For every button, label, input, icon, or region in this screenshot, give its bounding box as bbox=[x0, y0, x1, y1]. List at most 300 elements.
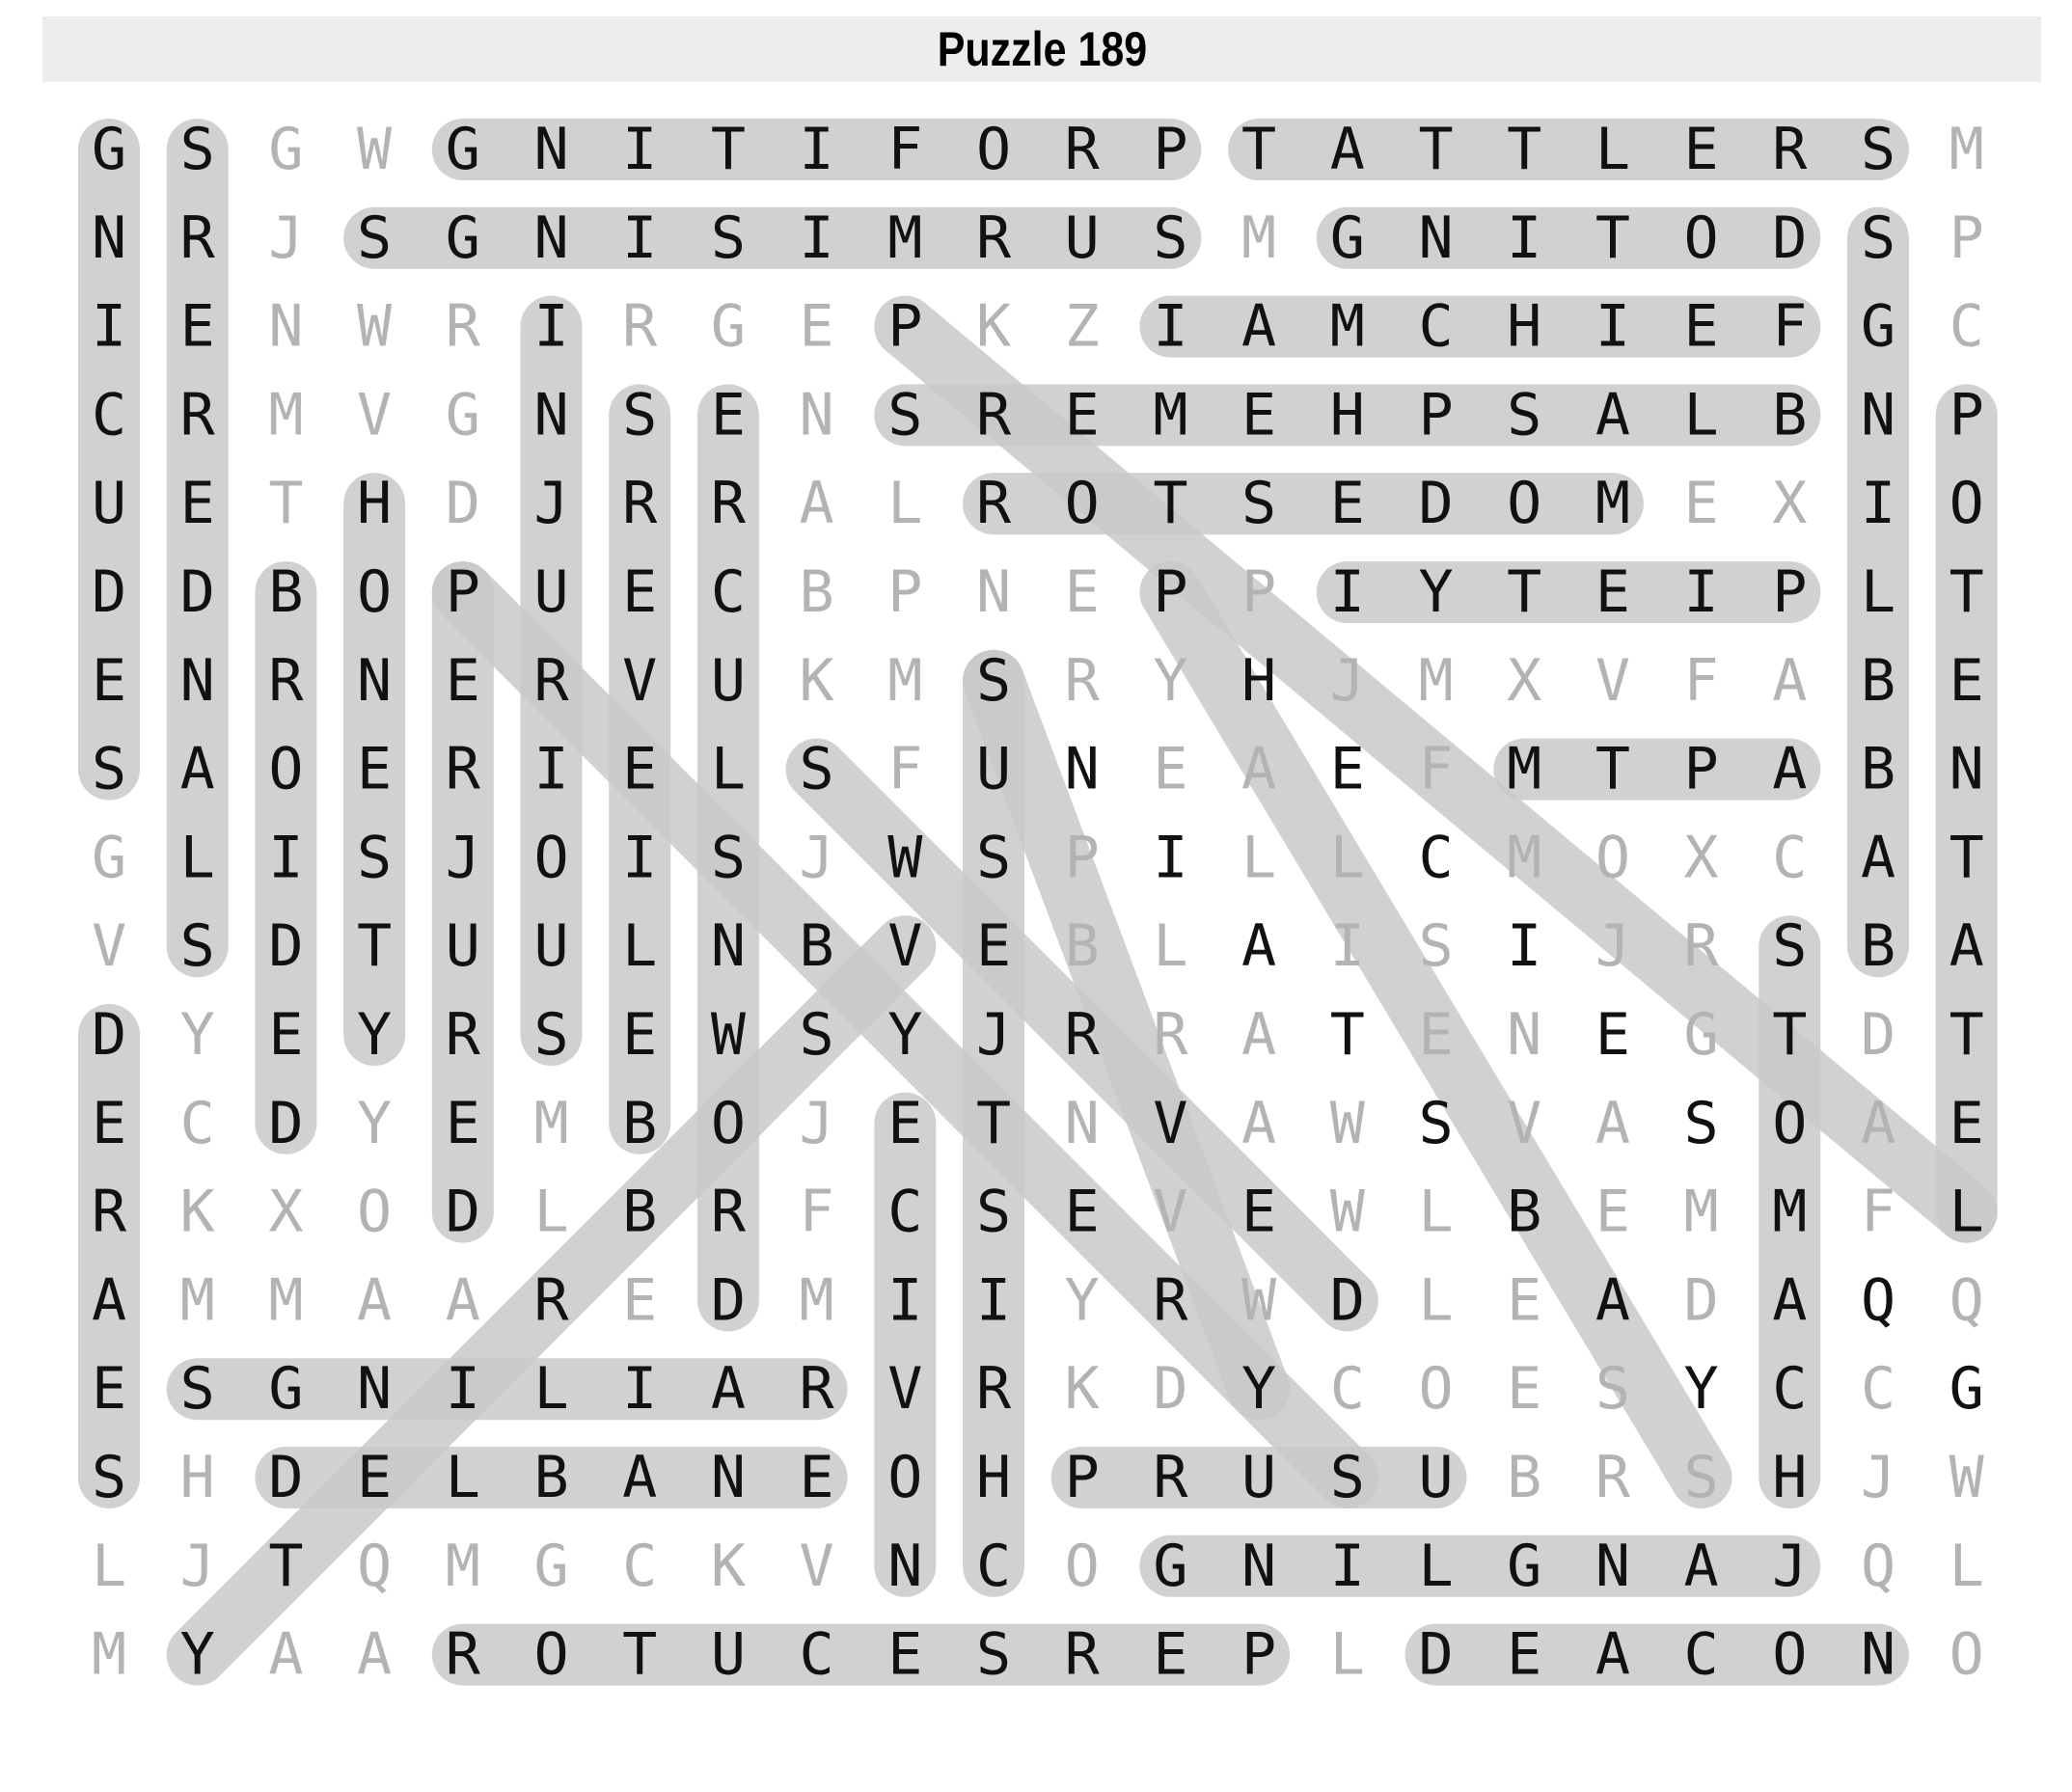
grid-letter[interactable]: N bbox=[1860, 1620, 1896, 1689]
grid-letter[interactable]: E bbox=[1683, 470, 1719, 538]
grid-letter[interactable]: S bbox=[533, 1001, 569, 1069]
grid-letter[interactable]: D bbox=[710, 1266, 746, 1335]
grid-letter[interactable]: R bbox=[533, 1266, 569, 1335]
grid-letter[interactable]: T bbox=[1241, 116, 1277, 183]
grid-letter[interactable]: G bbox=[1329, 204, 1365, 272]
grid-letter[interactable]: E bbox=[1329, 735, 1365, 803]
grid-letter[interactable]: O bbox=[1683, 204, 1719, 272]
grid-letter[interactable]: C bbox=[1772, 824, 1808, 892]
grid-letter[interactable]: R bbox=[710, 470, 746, 538]
grid-letter[interactable]: Q bbox=[357, 1532, 393, 1600]
grid-letter[interactable]: R bbox=[1153, 1266, 1188, 1335]
grid-letter[interactable]: U bbox=[975, 735, 1012, 803]
grid-letter[interactable]: N bbox=[1949, 735, 1984, 803]
grid-letter[interactable]: V bbox=[1153, 1178, 1188, 1246]
grid-letter[interactable]: B bbox=[799, 558, 834, 626]
grid-letter[interactable]: J bbox=[1860, 1444, 1896, 1511]
grid-letter[interactable]: M bbox=[1507, 735, 1542, 803]
grid-letter[interactable]: W bbox=[1241, 1266, 1277, 1335]
grid-letter[interactable]: L bbox=[1153, 912, 1188, 981]
grid-letter[interactable]: M bbox=[268, 381, 304, 449]
grid-letter[interactable]: L bbox=[1241, 824, 1277, 892]
grid-letter[interactable]: A bbox=[799, 470, 834, 538]
grid-letter[interactable]: A bbox=[1772, 1266, 1808, 1335]
grid-letter[interactable]: R bbox=[975, 470, 1012, 538]
grid-letter[interactable]: I bbox=[91, 292, 127, 361]
grid-letter[interactable]: K bbox=[799, 646, 834, 715]
grid-letter[interactable]: G bbox=[445, 116, 480, 183]
grid-letter[interactable]: A bbox=[1772, 735, 1808, 803]
grid-letter[interactable]: N bbox=[887, 1532, 923, 1600]
grid-letter[interactable]: D bbox=[445, 470, 480, 538]
grid-letter[interactable]: W bbox=[1329, 1178, 1365, 1246]
grid-letter[interactable]: G bbox=[710, 292, 746, 361]
grid-letter[interactable]: X bbox=[1683, 824, 1719, 892]
grid-letter[interactable]: I bbox=[1860, 470, 1896, 538]
grid-letter[interactable]: U bbox=[533, 558, 569, 626]
grid-letter[interactable]: A bbox=[357, 1266, 393, 1335]
grid-letter[interactable]: S bbox=[1329, 1444, 1365, 1511]
grid-letter[interactable]: F bbox=[1772, 292, 1808, 361]
grid-letter[interactable]: L bbox=[710, 735, 746, 803]
grid-letter[interactable]: Y bbox=[357, 1089, 393, 1157]
grid-letter[interactable]: L bbox=[1329, 824, 1365, 892]
grid-letter[interactable]: N bbox=[1507, 1001, 1542, 1069]
grid-letter[interactable]: P bbox=[1949, 381, 1984, 449]
grid-letter[interactable]: I bbox=[1329, 1532, 1365, 1600]
grid-letter[interactable]: L bbox=[622, 912, 658, 981]
grid-letter[interactable]: T bbox=[1418, 116, 1454, 183]
grid-letter[interactable]: E bbox=[799, 1444, 834, 1511]
grid-letter[interactable]: R bbox=[1064, 646, 1100, 715]
grid-letter[interactable]: A bbox=[445, 1266, 480, 1335]
grid-letter[interactable]: P bbox=[1683, 735, 1719, 803]
grid-letter[interactable]: T bbox=[1329, 1001, 1365, 1069]
grid-letter[interactable]: I bbox=[1507, 204, 1542, 272]
grid-letter[interactable]: L bbox=[1418, 1532, 1454, 1600]
grid-letter[interactable]: J bbox=[1595, 912, 1630, 981]
grid-letter[interactable]: Y bbox=[1418, 558, 1454, 626]
grid-letter[interactable]: O bbox=[1064, 470, 1100, 538]
grid-letter[interactable]: J bbox=[1772, 1532, 1808, 1600]
grid-letter[interactable]: M bbox=[1418, 646, 1454, 715]
grid-letter[interactable]: G bbox=[445, 381, 480, 449]
grid-letter[interactable]: I bbox=[622, 116, 658, 183]
grid-letter[interactable]: A bbox=[179, 735, 215, 803]
grid-letter[interactable]: S bbox=[1772, 912, 1808, 981]
grid-letter[interactable]: D bbox=[1772, 204, 1808, 272]
grid-letter[interactable]: L bbox=[887, 470, 923, 538]
grid-letter[interactable]: F bbox=[887, 735, 923, 803]
grid-letter[interactable]: L bbox=[1949, 1532, 1984, 1600]
grid-letter[interactable]: A bbox=[1683, 1532, 1719, 1600]
grid-letter[interactable]: R bbox=[1064, 1620, 1100, 1689]
grid-letter[interactable]: A bbox=[1595, 1620, 1630, 1689]
grid-letter[interactable]: N bbox=[710, 912, 746, 981]
grid-letter[interactable]: W bbox=[357, 116, 393, 183]
grid-letter[interactable]: D bbox=[1329, 1266, 1365, 1335]
grid-letter[interactable]: I bbox=[268, 824, 304, 892]
grid-letter[interactable]: K bbox=[179, 1178, 215, 1246]
grid-letter[interactable]: A bbox=[1595, 381, 1630, 449]
grid-letter[interactable]: R bbox=[975, 204, 1012, 272]
grid-letter[interactable]: F bbox=[1860, 1178, 1896, 1246]
grid-letter[interactable]: Y bbox=[1153, 646, 1188, 715]
grid-letter[interactable]: T bbox=[1507, 116, 1542, 183]
grid-letter[interactable]: L bbox=[179, 824, 215, 892]
grid-letter[interactable]: C bbox=[975, 1532, 1012, 1600]
grid-letter[interactable]: U bbox=[710, 1620, 746, 1689]
grid-letter[interactable]: B bbox=[1507, 1444, 1542, 1511]
grid-letter[interactable]: Y bbox=[1683, 1355, 1719, 1424]
grid-letter[interactable]: C bbox=[622, 1532, 658, 1600]
grid-letter[interactable]: S bbox=[1683, 1089, 1719, 1157]
grid-letter[interactable]: Q bbox=[1949, 1266, 1984, 1335]
grid-letter[interactable]: D bbox=[91, 1001, 127, 1069]
grid-letter[interactable]: E bbox=[445, 646, 480, 715]
grid-letter[interactable]: M bbox=[1772, 1178, 1808, 1246]
grid-letter[interactable]: L bbox=[1329, 1620, 1365, 1689]
grid-letter[interactable]: N bbox=[1595, 1532, 1630, 1600]
grid-letter[interactable]: I bbox=[622, 1355, 658, 1424]
grid-letter[interactable]: E bbox=[1241, 381, 1277, 449]
grid-letter[interactable]: S bbox=[975, 1620, 1012, 1689]
grid-letter[interactable]: E bbox=[1595, 1178, 1630, 1246]
grid-letter[interactable]: M bbox=[799, 1266, 834, 1335]
grid-letter[interactable]: X bbox=[268, 1178, 304, 1246]
grid-letter[interactable]: V bbox=[622, 646, 658, 715]
grid-letter[interactable]: C bbox=[710, 558, 746, 626]
grid-letter[interactable]: P bbox=[887, 558, 923, 626]
grid-letter[interactable]: I bbox=[533, 292, 569, 361]
grid-letter[interactable]: M bbox=[1153, 381, 1188, 449]
grid-letter[interactable]: O bbox=[1064, 1532, 1100, 1600]
grid-letter[interactable]: D bbox=[1683, 1266, 1719, 1335]
grid-letter[interactable]: F bbox=[1683, 646, 1719, 715]
grid-letter[interactable]: V bbox=[1595, 646, 1630, 715]
grid-letter[interactable]: A bbox=[1241, 1001, 1277, 1069]
grid-letter[interactable]: A bbox=[1241, 735, 1277, 803]
grid-letter[interactable]: E bbox=[622, 558, 658, 626]
grid-letter[interactable]: I bbox=[1507, 912, 1542, 981]
grid-letter[interactable]: I bbox=[445, 1355, 480, 1424]
grid-letter[interactable]: R bbox=[1064, 1001, 1100, 1069]
grid-letter[interactable]: E bbox=[799, 292, 834, 361]
grid-letter[interactable]: P bbox=[1153, 558, 1188, 626]
grid-letter[interactable]: I bbox=[975, 1266, 1012, 1335]
grid-letter[interactable]: A bbox=[1241, 1089, 1277, 1157]
grid-letter[interactable]: R bbox=[268, 646, 304, 715]
grid-letter[interactable]: S bbox=[1507, 381, 1542, 449]
grid-letter[interactable]: R bbox=[1153, 1444, 1188, 1511]
grid-letter[interactable]: W bbox=[1329, 1089, 1365, 1157]
grid-letter[interactable]: D bbox=[445, 1178, 480, 1246]
grid-letter[interactable]: B bbox=[1507, 1178, 1542, 1246]
grid-letter[interactable]: G bbox=[268, 116, 304, 183]
grid-letter[interactable]: M bbox=[1683, 1178, 1719, 1246]
grid-letter[interactable]: D bbox=[268, 1444, 304, 1511]
grid-letter[interactable]: E bbox=[1595, 1001, 1630, 1069]
grid-letter[interactable]: R bbox=[445, 292, 480, 361]
grid-letter[interactable]: A bbox=[1241, 912, 1277, 981]
grid-letter[interactable]: S bbox=[179, 1355, 215, 1424]
grid-letter[interactable]: I bbox=[799, 204, 834, 272]
grid-letter[interactable]: J bbox=[975, 1001, 1012, 1069]
grid-letter[interactable]: R bbox=[1153, 1001, 1188, 1069]
grid-letter[interactable]: D bbox=[268, 1089, 304, 1157]
grid-letter[interactable]: Y bbox=[1241, 1355, 1277, 1424]
grid-letter[interactable]: N bbox=[533, 381, 569, 449]
grid-letter[interactable]: E bbox=[1064, 558, 1100, 626]
grid-letter[interactable]: O bbox=[1772, 1620, 1808, 1689]
grid-letter[interactable]: R bbox=[445, 1620, 480, 1689]
grid-letter[interactable]: L bbox=[1949, 1178, 1984, 1246]
grid-letter[interactable]: S bbox=[357, 204, 393, 272]
grid-letter[interactable]: S bbox=[710, 824, 746, 892]
grid-letter[interactable]: D bbox=[1153, 1355, 1188, 1424]
grid-letter[interactable]: C bbox=[799, 1620, 834, 1689]
grid-letter[interactable]: N bbox=[357, 1355, 393, 1424]
grid-letter[interactable]: S bbox=[975, 646, 1012, 715]
grid-letter[interactable]: E bbox=[179, 292, 215, 361]
grid-letter[interactable]: U bbox=[91, 470, 127, 538]
grid-letter[interactable]: A bbox=[1772, 646, 1808, 715]
grid-letter[interactable]: W bbox=[1949, 1444, 1984, 1511]
grid-letter[interactable]: I bbox=[799, 116, 834, 183]
grid-letter[interactable]: F bbox=[887, 116, 923, 183]
grid-letter[interactable]: M bbox=[1241, 204, 1277, 272]
grid-letter[interactable]: H bbox=[1241, 646, 1277, 715]
grid-letter[interactable]: A bbox=[1241, 292, 1277, 361]
grid-letter[interactable]: D bbox=[1418, 470, 1454, 538]
grid-letter[interactable]: T bbox=[1949, 824, 1984, 892]
grid-letter[interactable]: U bbox=[1241, 1444, 1277, 1511]
grid-letter[interactable]: G bbox=[1949, 1355, 1984, 1424]
grid-letter[interactable]: E bbox=[887, 1620, 923, 1689]
grid-letter[interactable]: T bbox=[268, 470, 304, 538]
grid-letter[interactable]: C bbox=[887, 1178, 923, 1246]
grid-letter[interactable]: U bbox=[533, 912, 569, 981]
grid-letter[interactable]: T bbox=[357, 912, 393, 981]
grid-letter[interactable]: S bbox=[1683, 1444, 1719, 1511]
grid-letter[interactable]: A bbox=[1595, 1089, 1630, 1157]
grid-letter[interactable]: P bbox=[1241, 558, 1277, 626]
grid-letter[interactable]: C bbox=[1772, 1355, 1808, 1424]
grid-letter[interactable]: G bbox=[91, 116, 127, 183]
grid-letter[interactable]: T bbox=[1949, 1001, 1984, 1069]
grid-letter[interactable]: X bbox=[1772, 470, 1808, 538]
grid-letter[interactable]: F bbox=[799, 1178, 834, 1246]
grid-letter[interactable]: C bbox=[1949, 292, 1984, 361]
grid-letter[interactable]: P bbox=[887, 292, 923, 361]
grid-letter[interactable]: R bbox=[975, 381, 1012, 449]
grid-letter[interactable]: T bbox=[1507, 558, 1542, 626]
grid-letter[interactable]: L bbox=[1595, 116, 1630, 183]
grid-letter[interactable]: E bbox=[1241, 1178, 1277, 1246]
grid-letter[interactable]: A bbox=[268, 1620, 304, 1689]
grid-letter[interactable]: E bbox=[1507, 1266, 1542, 1335]
grid-letter[interactable]: O bbox=[1418, 1355, 1454, 1424]
grid-letter[interactable]: E bbox=[357, 735, 393, 803]
grid-letter[interactable]: E bbox=[91, 1089, 127, 1157]
grid-letter[interactable]: H bbox=[975, 1444, 1012, 1511]
grid-letter[interactable]: E bbox=[710, 381, 746, 449]
grid-letter[interactable]: L bbox=[445, 1444, 480, 1511]
grid-letter[interactable]: L bbox=[1418, 1266, 1454, 1335]
grid-letter[interactable]: O bbox=[710, 1089, 746, 1157]
grid-letter[interactable]: B bbox=[1064, 912, 1100, 981]
grid-letter[interactable]: T bbox=[268, 1532, 304, 1600]
grid-letter[interactable]: E bbox=[268, 1001, 304, 1069]
grid-letter[interactable]: A bbox=[91, 1266, 127, 1335]
grid-letter[interactable]: L bbox=[533, 1355, 569, 1424]
grid-letter[interactable]: P bbox=[1949, 204, 1984, 272]
grid-letter[interactable]: H bbox=[179, 1444, 215, 1511]
grid-letter[interactable]: S bbox=[975, 824, 1012, 892]
grid-letter[interactable]: V bbox=[887, 912, 923, 981]
grid-letter[interactable]: V bbox=[799, 1532, 834, 1600]
grid-letter[interactable]: M bbox=[1507, 824, 1542, 892]
grid-letter[interactable]: J bbox=[799, 1089, 834, 1157]
grid-letter[interactable]: M bbox=[445, 1532, 480, 1600]
grid-letter[interactable]: I bbox=[1153, 824, 1188, 892]
grid-letter[interactable]: J bbox=[1329, 646, 1365, 715]
grid-letter[interactable]: T bbox=[1949, 558, 1984, 626]
grid-letter[interactable]: A bbox=[622, 1444, 658, 1511]
grid-letter[interactable]: P bbox=[1772, 558, 1808, 626]
grid-letter[interactable]: N bbox=[799, 381, 834, 449]
grid-letter[interactable]: V bbox=[1507, 1089, 1542, 1157]
grid-letter[interactable]: A bbox=[710, 1355, 746, 1424]
grid-letter[interactable]: E bbox=[1153, 1620, 1188, 1689]
grid-letter[interactable]: D bbox=[1860, 1001, 1896, 1069]
grid-letter[interactable]: S bbox=[975, 1178, 1012, 1246]
grid-letter[interactable]: W bbox=[887, 824, 923, 892]
grid-letter[interactable]: O bbox=[1595, 824, 1630, 892]
grid-letter[interactable]: G bbox=[1683, 1001, 1719, 1069]
grid-letter[interactable]: P bbox=[1064, 1444, 1100, 1511]
grid-letter[interactable]: R bbox=[622, 470, 658, 538]
grid-letter[interactable]: R bbox=[975, 1355, 1012, 1424]
grid-letter[interactable]: E bbox=[1949, 646, 1984, 715]
grid-letter[interactable]: E bbox=[1064, 1178, 1100, 1246]
grid-letter[interactable]: J bbox=[799, 824, 834, 892]
grid-letter[interactable]: S bbox=[799, 1001, 834, 1069]
grid-letter[interactable]: C bbox=[91, 381, 127, 449]
grid-letter[interactable]: G bbox=[1153, 1532, 1188, 1600]
grid-letter[interactable]: G bbox=[445, 204, 480, 272]
grid-letter[interactable]: O bbox=[357, 1178, 393, 1246]
grid-letter[interactable]: R bbox=[1595, 1444, 1630, 1511]
grid-letter[interactable]: J bbox=[179, 1532, 215, 1600]
grid-letter[interactable]: L bbox=[1683, 381, 1719, 449]
grid-letter[interactable]: B bbox=[533, 1444, 569, 1511]
grid-letter[interactable]: E bbox=[1153, 735, 1188, 803]
grid-letter[interactable]: A bbox=[357, 1620, 393, 1689]
grid-letter[interactable]: R bbox=[1064, 116, 1100, 183]
grid-letter[interactable]: N bbox=[357, 646, 393, 715]
grid-letter[interactable]: B bbox=[1860, 646, 1896, 715]
grid-letter[interactable]: A bbox=[1329, 116, 1365, 183]
grid-letter[interactable]: S bbox=[710, 204, 746, 272]
grid-letter[interactable]: O bbox=[1772, 1089, 1808, 1157]
grid-letter[interactable]: P bbox=[1153, 116, 1188, 183]
grid-letter[interactable]: S bbox=[179, 116, 215, 183]
grid-letter[interactable]: U bbox=[1064, 204, 1100, 272]
grid-letter[interactable]: L bbox=[91, 1532, 127, 1600]
grid-letter[interactable]: Y bbox=[179, 1620, 215, 1689]
grid-letter[interactable]: O bbox=[268, 735, 304, 803]
grid-letter[interactable]: O bbox=[533, 1620, 569, 1689]
grid-letter[interactable]: J bbox=[533, 470, 569, 538]
grid-letter[interactable]: I bbox=[1153, 292, 1188, 361]
grid-letter[interactable]: I bbox=[622, 204, 658, 272]
grid-letter[interactable]: B bbox=[622, 1089, 658, 1157]
grid-letter[interactable]: M bbox=[1949, 116, 1984, 183]
grid-letter[interactable]: N bbox=[1860, 381, 1896, 449]
grid-letter[interactable]: I bbox=[1595, 292, 1630, 361]
grid-letter[interactable]: E bbox=[91, 1355, 127, 1424]
grid-letter[interactable]: N bbox=[91, 204, 127, 272]
grid-letter[interactable]: Y bbox=[887, 1001, 923, 1069]
grid-letter[interactable]: F bbox=[1418, 735, 1454, 803]
grid-letter[interactable]: R bbox=[1683, 912, 1719, 981]
grid-letter[interactable]: N bbox=[975, 558, 1012, 626]
grid-letter[interactable]: H bbox=[1507, 292, 1542, 361]
grid-letter[interactable]: A bbox=[1949, 912, 1984, 981]
grid-letter[interactable]: N bbox=[268, 292, 304, 361]
grid-letter[interactable]: M bbox=[533, 1089, 569, 1157]
grid-letter[interactable]: A bbox=[1595, 1266, 1630, 1335]
grid-letter[interactable]: J bbox=[445, 824, 480, 892]
grid-letter[interactable]: W bbox=[357, 292, 393, 361]
grid-letter[interactable]: L bbox=[1860, 558, 1896, 626]
grid-letter[interactable]: E bbox=[91, 646, 127, 715]
grid-letter[interactable]: P bbox=[1064, 824, 1100, 892]
grid-letter[interactable]: Z bbox=[1064, 292, 1100, 361]
grid-letter[interactable]: C bbox=[1329, 1355, 1365, 1424]
grid-letter[interactable]: S bbox=[179, 912, 215, 981]
grid-letter[interactable]: E bbox=[622, 1266, 658, 1335]
grid-letter[interactable]: X bbox=[1507, 646, 1542, 715]
grid-letter[interactable]: D bbox=[268, 912, 304, 981]
grid-letter[interactable]: M bbox=[1329, 292, 1365, 361]
grid-letter[interactable]: G bbox=[1507, 1532, 1542, 1600]
grid-letter[interactable]: N bbox=[710, 1444, 746, 1511]
grid-letter[interactable]: P bbox=[445, 558, 480, 626]
grid-letter[interactable]: N bbox=[1418, 204, 1454, 272]
grid-letter[interactable]: M bbox=[179, 1266, 215, 1335]
grid-letter[interactable]: S bbox=[357, 824, 393, 892]
grid-letter[interactable]: H bbox=[1329, 381, 1365, 449]
grid-letter[interactable]: E bbox=[1329, 470, 1365, 538]
grid-letter[interactable]: S bbox=[91, 1444, 127, 1511]
grid-letter[interactable]: N bbox=[1241, 1532, 1277, 1600]
grid-letter[interactable]: Y bbox=[357, 1001, 393, 1069]
grid-letter[interactable]: G bbox=[268, 1355, 304, 1424]
grid-letter[interactable]: L bbox=[533, 1178, 569, 1246]
grid-letter[interactable]: E bbox=[1507, 1355, 1542, 1424]
grid-letter[interactable]: O bbox=[357, 558, 393, 626]
grid-letter[interactable]: O bbox=[1949, 1620, 1984, 1689]
grid-letter[interactable]: I bbox=[887, 1266, 923, 1335]
grid-letter[interactable]: S bbox=[1153, 204, 1188, 272]
grid-letter[interactable]: T bbox=[1772, 1001, 1808, 1069]
grid-letter[interactable]: E bbox=[622, 1001, 658, 1069]
grid-letter[interactable]: E bbox=[1949, 1089, 1984, 1157]
grid-letter[interactable]: D bbox=[1418, 1620, 1454, 1689]
grid-letter[interactable]: D bbox=[179, 558, 215, 626]
